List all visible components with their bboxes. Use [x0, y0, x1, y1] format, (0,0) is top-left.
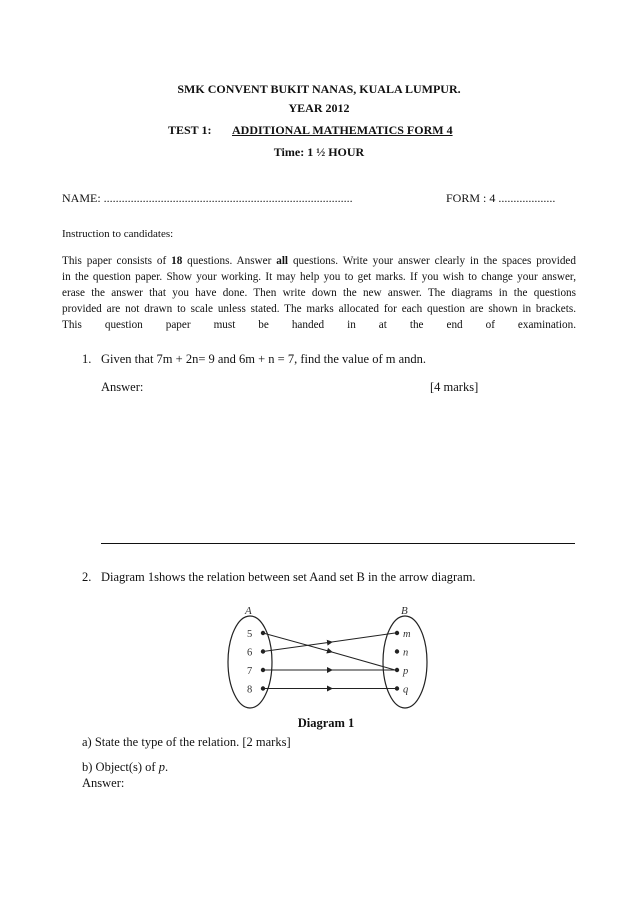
question-2-part-a: a) State the type of the relation. [2 marks]	[82, 735, 291, 749]
question-2-part-b: b) Object(s) of p.	[82, 760, 169, 774]
question-1-text: Given that 7m + 2n= 9 and 6m + n = 7, find the value of m andn.	[101, 352, 427, 366]
question-2-answer-label: Answer:	[82, 776, 125, 790]
set-b-element: m	[403, 629, 411, 640]
test-title: ADDITIONAL MATHEMATICS FORM 4	[232, 123, 453, 137]
set-b-element: n	[403, 647, 409, 659]
set-a-element: 7	[247, 666, 253, 677]
instruction-line: in the question paper. Show your working. It may help you to get marks. If you wish to change your answer,	[62, 271, 576, 283]
form-line	[446, 191, 555, 206]
answer-divider	[101, 543, 575, 544]
set-a-dot	[261, 686, 265, 690]
question-2-number: 2.	[82, 570, 92, 584]
instruction-line: erase the answer that you have done. Then write down the new answer. The diagrams in the questions	[62, 287, 576, 299]
form-field[interactable]: ...................	[498, 191, 556, 205]
exam-year: YEAR 2012	[288, 101, 350, 115]
set-a-label: A	[245, 605, 252, 617]
set-b-dot	[395, 631, 399, 635]
mapping-arrow	[263, 633, 395, 670]
set-b-dot	[395, 668, 399, 672]
name-label: NAME:	[62, 191, 104, 205]
test-label: TEST 1:	[168, 123, 212, 137]
set-a-element: 8	[247, 684, 253, 696]
set-a-element: 6	[247, 647, 253, 659]
instructions-heading: Instruction to candidates:	[62, 228, 174, 240]
question-2-text: Diagram 1shows the relation between set Aand set B in the arrow diagram.	[101, 570, 476, 584]
set-b-label: B	[401, 605, 408, 617]
exam-time: Time: 1 ½ HOUR	[273, 145, 365, 159]
instructions-body	[62, 253, 576, 333]
set-a-dot	[261, 649, 265, 653]
set-a-dot	[261, 668, 265, 672]
set-b-dot	[395, 686, 399, 690]
form-label: FORM : 4	[446, 191, 499, 205]
instruction-line: This question paper must be handed in at the end of examination.	[62, 319, 576, 331]
set-a-element: 5	[247, 629, 253, 640]
set-a-elements	[247, 629, 265, 696]
set-b-element: p	[403, 666, 409, 677]
diagram-caption: Diagram 1	[297, 716, 355, 730]
question-1-answer-label: Answer:	[101, 380, 144, 394]
question-1-marks: [4 marks]	[430, 380, 479, 394]
instruction-line: provided are not drawn to scale unless stated. The marks allocated for each question are shown in brackets.	[62, 303, 576, 315]
question-1-number: 1.	[82, 352, 92, 366]
set-b-dot	[395, 649, 399, 653]
instruction-line: This paper consists of 18 questions. Answer all questions. Write your answer clearly in the spaces provided	[62, 255, 576, 267]
set-b-elements	[395, 629, 411, 696]
mapping-lines	[263, 633, 395, 689]
name-field[interactable]: ...................................................................................	[103, 191, 353, 205]
school-name: SMK CONVENT BUKIT NANAS, KUALA LUMPUR.	[177, 82, 461, 96]
name-line	[62, 191, 353, 206]
set-a-dot	[261, 631, 265, 635]
mapping-arrow	[263, 633, 395, 652]
set-b-element: q	[403, 684, 409, 696]
arrow-diagram	[225, 600, 435, 715]
